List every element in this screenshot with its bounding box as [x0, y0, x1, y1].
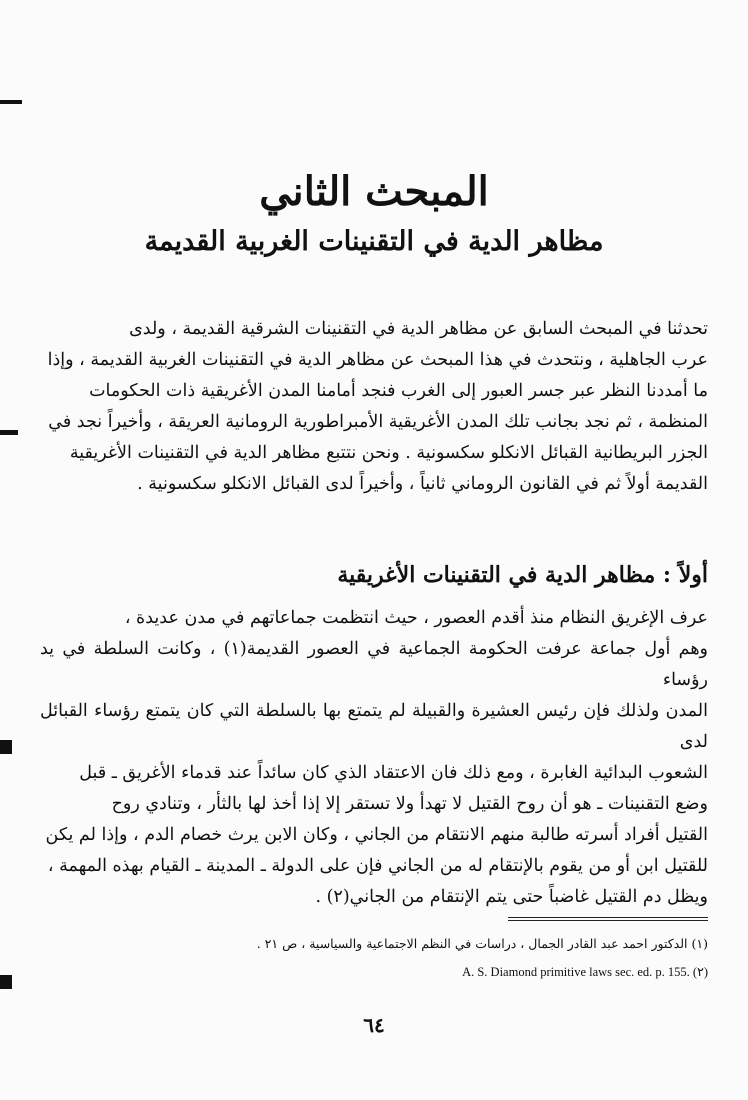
paragraph-line: للقتيل ابن أو من يقوم بالإنتقام له من الجاني فإن على الدولة ـ المدينة ـ القيام بهذه المهمة ، [47, 856, 708, 876]
footnote-2: A. S. Diamond primitive laws sec. ed. p. 155. (٢) [462, 965, 708, 979]
paragraph-line: المدن ولذلك فإن رئيس العشيرة والقبيلة لم يتمتع بها بالسلطة التي كان يتمتع رؤساء القبائل لدى [40, 701, 708, 752]
body-paragraph [40, 603, 708, 913]
scan-artifact [0, 100, 22, 104]
section-title: مظاهر الدية في التقنينات الغربية القديمة [144, 226, 604, 257]
paragraph-line: الجزر البريطانية القبائل الانكلو سكسونية . ونحن نتتبع مظاهر الدية في التقنينات الأغريقية [69, 443, 708, 463]
paragraph-line: وهم أول جماعة عرفت الحكومة الجماعية في العصور القديمة(١) ، وكانت السلطة في يد رؤساء [40, 639, 708, 690]
paragraph-line: ما أمددنا النظر عبر جسر العبور إلى الغرب فنجد أمامنا المدن الأغريقية ذات الحكومات [89, 381, 708, 401]
footnote-divider [508, 917, 708, 921]
chapter-title: المبحث الثاني [259, 168, 489, 215]
paragraph-line: القتيل أفراد أسرته طالبة منهم الانتقام من الجاني ، وكان الابن يرث خصام الدم ، وإذا لم يكن [45, 825, 708, 845]
scan-artifact [0, 430, 18, 435]
paragraph-line: ويظل دم القتيل غاضباً حتى يتم الإنتقام من الجاني(٢) . [315, 887, 708, 907]
scan-artifact [0, 975, 12, 989]
page-number: ٦٤ [363, 1013, 385, 1037]
intro-paragraph [40, 314, 708, 500]
paragraph-line: تحدثنا في المبحث السابق عن مظاهر الدية في التقنينات الشرقية القديمة ، ولدى [129, 319, 708, 339]
paragraph-line: وضع التقنينات ـ هو أن روح القتيل لا تهدأ ولا تستقر إلا إذا أخذ لها بالثأر ، وتنادي روح [111, 794, 708, 814]
subsection-heading: أولاً : مظاهر الدية في التقنينات الأغريقية [337, 562, 708, 588]
paragraph-line: الشعوب البدائية الغابرة ، ومع ذلك فان الاعتقاد الذي كان سائداً عند قدماء الأغريق ـ قبل [79, 763, 708, 783]
paragraph-line: عرب الجاهلية ، ونتحدث في هذا المبحث عن مظاهر الدية في التقنينات الغربية القديمة ، وإذا [47, 350, 708, 370]
footnote-1: (١) الدكتور احمد عبد القادر الجمال ، دراسات في النظم الاجتماعية والسياسية ، ص ٢١ . [256, 936, 708, 951]
paragraph-line: عرف الإغريق النظام منذ أقدم العصور ، حيث انتظمت جماعاتهم في مدن عديدة ، [124, 608, 708, 628]
scan-artifact [0, 740, 12, 754]
paragraph-line: القديمة أولاً ثم في القانون الروماني ثانياً ، وأخيراً لدى القبائل الانكلو سكسونية . [137, 474, 708, 494]
paragraph-line: المنظمة ، ثم نجد بجانب تلك المدن الأغريقية الأمبراطورية الرومانية العريقة ، وأخيراً نجد في [48, 412, 708, 432]
